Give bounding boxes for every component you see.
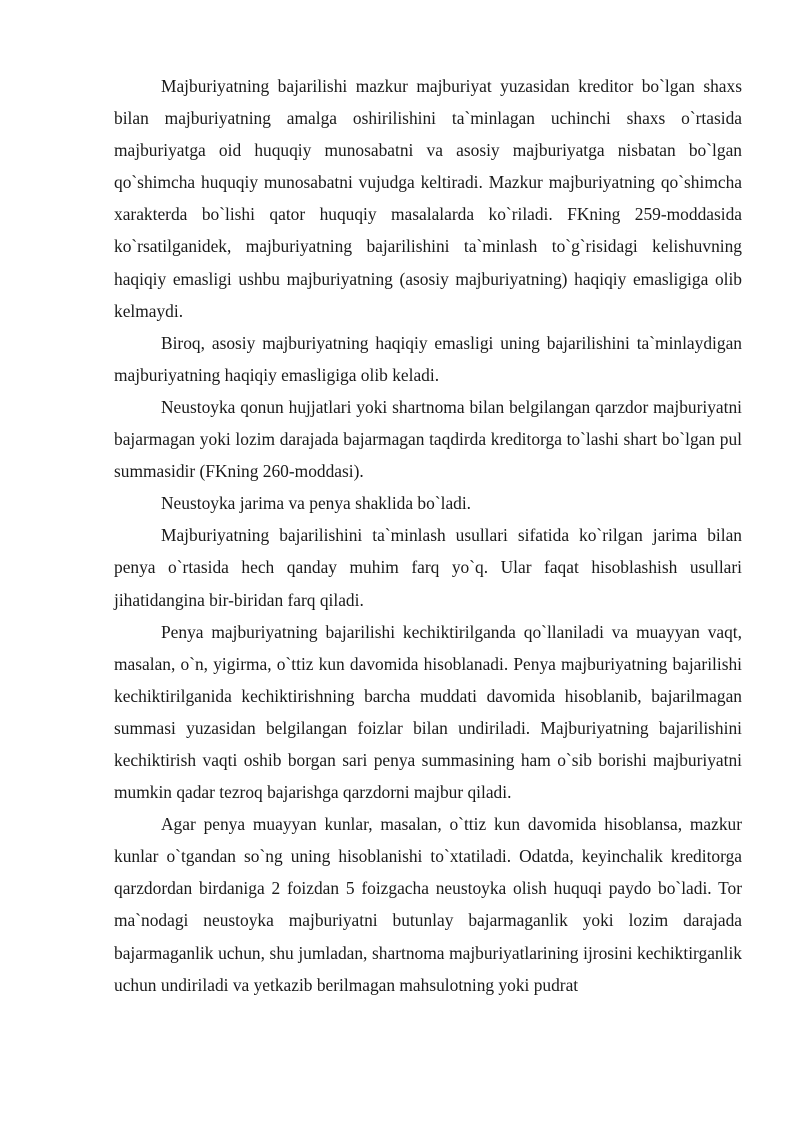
paragraph-4: Neustoyka jarima va penya shaklida bo`ladi. bbox=[161, 493, 472, 514]
paragraph-2: Biroq, asosiy majburiyatning haqiqiy emasligi uning bajarilishini ta`minlaydigan majburiyatning haqiqiy emasligiga olib keladi. bbox=[114, 332, 742, 385]
paragraph-3: Neustoyka qonun hujjatlari yoki shartnoma bilan belgilangan qarzdor majburiyatni bajarmagan yoki lozim darajada bajarmagan taqdirda kreditorga to`lashi shart bo`lgan pul summasidir (FKning 260-moddasi). bbox=[114, 396, 742, 482]
paragraph-6: Penya majburiyatning bajarilishi kechiktirilganda qo`llaniladi va muayyan vaqt, masalan, o`n, yigirma, o`ttiz kun davomida hisoblanadi. Penya majburiyatning bajarilishi kechiktirilganida kechiktirishning barcha muddati davomida hisoblanib, bajarilmagan summasi yuzasidan belgilangan foizlar bilan undiriladi. Majburiyatning bajarilishini kechiktirish vaqti oshib borgan sari penya summasining ham o`sib borishi majburiyatni mumkin qadar tezroq bajarishga qarzdorni majbur qiladi. bbox=[114, 621, 742, 803]
document-page bbox=[114, 70, 742, 1001]
paragraph-7: Agar penya muayyan kunlar, masalan, o`ttiz kun davomida hisoblansa, mazkur kunlar o`tgandan so`ng uning hisoblanishi to`xtatiladi. Odatda, keyinchalik kreditorga qarzdordan birdaniga 2 foizdan 5 foizgacha neustoyka olish huquqi paydo bo`ladi. Tor ma`nodagi neustoyka majburiyatni butunlay bajarmaganlik yoki lozim darajada bajarmaganlik uchun, shu jumladan, shartnoma majburiyatlarining ijrosini kechiktirganlik uchun undiriladi va yetkazib berilmagan mahsulotning yoki pudrat bbox=[114, 814, 742, 995]
paragraph-5: Majburiyatning bajarilishini ta`minlash usullari sifatida ko`rilgan jarima bilan penya o`rtasida hech qanday muhim farq yo`q. Ular faqat hisoblashish usullari jihatidangina bir-biridan farq qiladi. bbox=[114, 525, 742, 610]
paragraph-1: Majburiyatning bajarilishi mazkur majburiyat yuzasidan kreditor bo`lgan shaxs bilan majburiyatning amalga oshirilishini ta`minlagan uchinchi shaxs o`rtasida majburiyatga oid huquqiy munosabatni va asosiy majburiyatga nisbatan bo`lgan qo`shimcha huquqiy munosabatni vujudga keltiradi. Mazkur majburiyatning qo`shimcha xarakterda bo`lishi qator huquqiy masalalarda ko`riladi. FKning 259-moddasida ko`rsatilganidek, majburiyatning bajarilishini ta`minlash to`g`risidagi kelishuvning haqiqiy emasligi ushbu majburiyatning (asosiy majburiyatning) haqiqiy emasligiga olib kelmaydi. bbox=[114, 76, 742, 321]
